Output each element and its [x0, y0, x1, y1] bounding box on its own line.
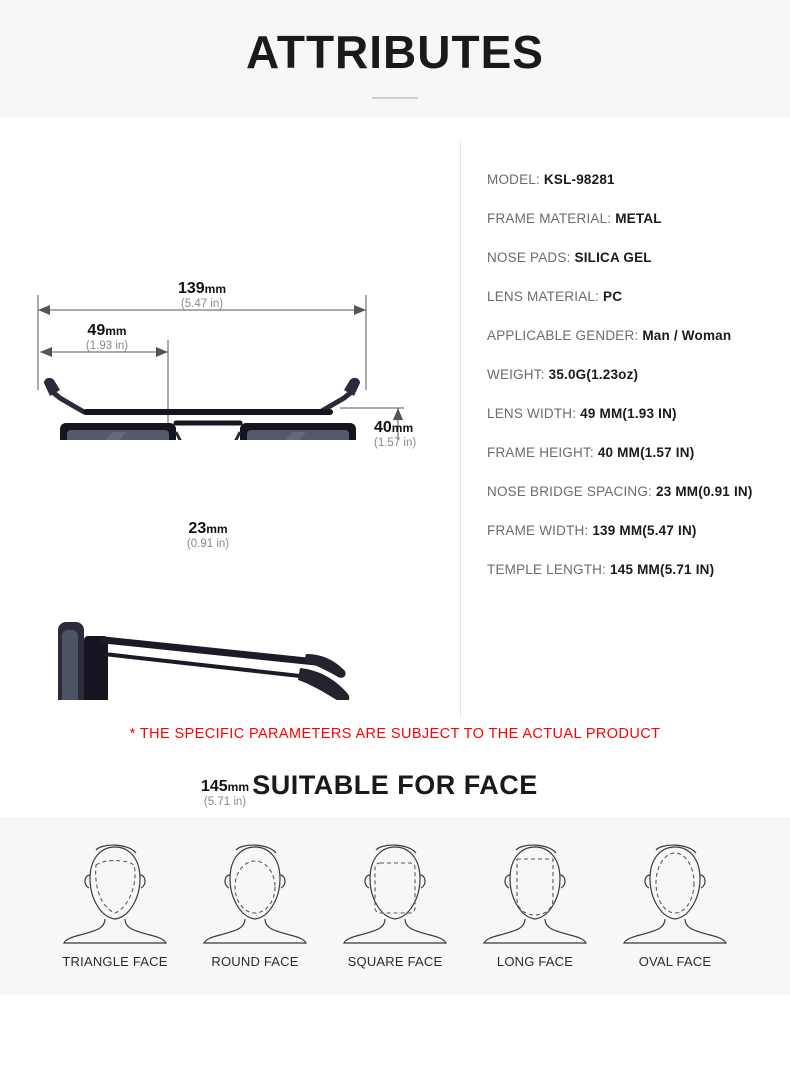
- page-header: [0, 0, 790, 118]
- face-item-oval: [605, 835, 745, 969]
- face-caption: SQUARE FACE: [347, 954, 443, 969]
- long-face-icon: [470, 835, 600, 945]
- spec-value: 40 MM(1.57 IN): [597, 445, 695, 460]
- front-view-diagram: [0, 140, 460, 551]
- spec-value: 23 MM(0.91 IN): [655, 484, 753, 499]
- page-title: ATTRIBUTES: [246, 26, 544, 78]
- spec-label: FRAME WIDTH:: [487, 523, 589, 538]
- sunglasses-side-illustration: [58, 622, 349, 700]
- square-face-icon: [330, 835, 460, 945]
- face-item-square: [325, 835, 465, 969]
- dim-temple-length-label: 145mm (5.71 in): [200, 778, 250, 809]
- spec-value: KSL-98281: [543, 172, 615, 187]
- spec-row: [487, 562, 790, 577]
- title-underline-rule: [372, 97, 418, 99]
- spec-row: [487, 484, 790, 499]
- spec-row: [487, 250, 790, 265]
- face-item-long: [465, 835, 605, 969]
- spec-value: 145 MM(5.71 IN): [610, 562, 715, 577]
- specification-list: [460, 140, 790, 718]
- spec-label: APPLICABLE GENDER:: [487, 328, 639, 343]
- face-item-triangle: [45, 835, 185, 969]
- spec-value: 35.0G(1.23oz): [548, 367, 639, 382]
- spec-label: LENS MATERIAL:: [487, 289, 600, 304]
- face-caption: OVAL FACE: [638, 954, 712, 969]
- dim-frame-width-label: 139mm (5.47 in): [177, 280, 227, 311]
- spec-row: [487, 172, 790, 187]
- spec-label: WEIGHT:: [487, 367, 545, 382]
- spec-row: [487, 211, 790, 226]
- dim-lens-width-label: 49mm (1.93 in): [85, 322, 129, 353]
- side-view-svg: [0, 440, 460, 700]
- footer-spacer: [0, 995, 790, 1027]
- face-caption: TRIANGLE FACE: [62, 954, 168, 969]
- face-item-round: [185, 835, 325, 969]
- spec-label: FRAME MATERIAL:: [487, 211, 612, 226]
- spec-value: 49 MM(1.93 IN): [580, 406, 677, 421]
- sunglasses-front-illustration: [44, 378, 360, 440]
- face-shapes-strip: [0, 817, 790, 995]
- spec-row: [487, 445, 790, 460]
- spec-label: TEMPLE LENGTH:: [487, 562, 607, 577]
- spec-row: [487, 289, 790, 304]
- spec-row: [487, 406, 790, 421]
- spec-value: METAL: [615, 211, 662, 226]
- spec-label: NOSE BRIDGE SPACING:: [487, 484, 653, 499]
- spec-label: NOSE PADS:: [487, 250, 571, 265]
- spec-value: 139 MM(5.47 IN): [592, 523, 697, 538]
- spec-row: [487, 523, 790, 538]
- spec-row: [487, 367, 790, 382]
- parameters-disclaimer: * THE SPECIFIC PARAMETERS ARE SUBJECT TO THE ACTUAL PRODUCT: [129, 726, 661, 742]
- spec-row: [487, 328, 790, 343]
- round-face-icon: [190, 835, 320, 945]
- oval-face-icon: [610, 835, 740, 945]
- spec-label: MODEL:: [487, 172, 540, 187]
- dim-frame-height-label: 40mm (1.57 in): [374, 419, 417, 450]
- spec-value: Man / Woman: [642, 328, 732, 343]
- suitable-for-face-section: [0, 764, 790, 995]
- face-caption: ROUND FACE: [211, 954, 299, 969]
- dim-bridge-label: 23mm (0.91 in): [186, 520, 230, 551]
- spec-value: SILICA GEL: [574, 250, 652, 265]
- spec-label: LENS WIDTH:: [487, 406, 577, 421]
- face-section-title: SUITABLE FOR FACE: [252, 770, 538, 800]
- triangle-face-icon: [50, 835, 180, 945]
- face-caption: LONG FACE: [496, 954, 574, 969]
- spec-value: PC: [603, 289, 623, 304]
- spec-label: FRAME HEIGHT:: [487, 445, 594, 460]
